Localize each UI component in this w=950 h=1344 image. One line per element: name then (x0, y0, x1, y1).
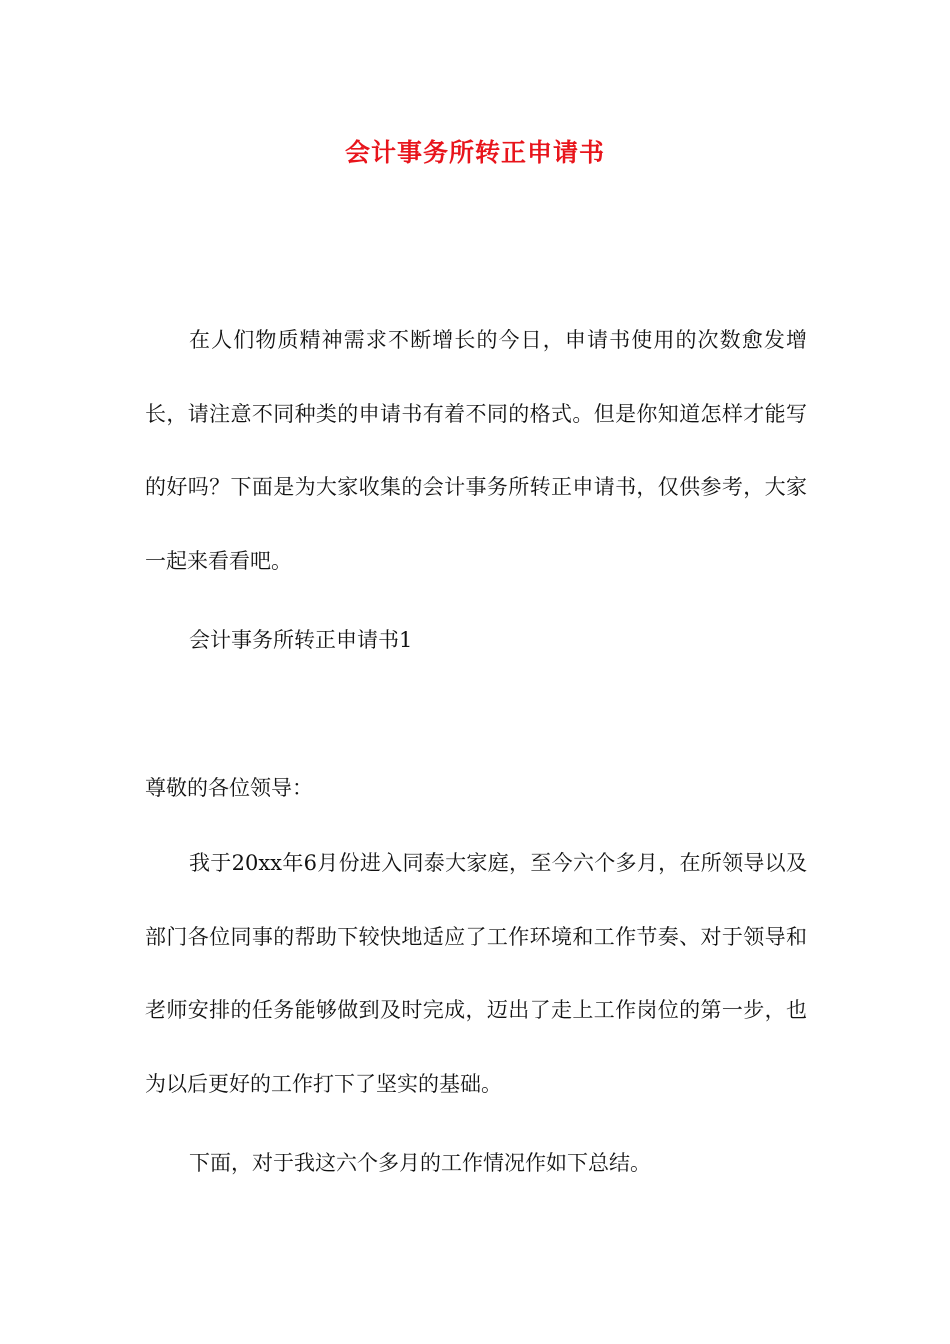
intro-paragraph: 在人们物质精神需求不断增长的今日，申请书使用的次数愈发增长，请注意不同种类的申请书有着不同的格式。但是你知道怎样才能写的好吗？下面是为大家收集的会计事务所转正申请书，仅供参考，大家一起来看看吧。 (145, 328, 807, 573)
body-paragraph-2: 下面，对于我这六个多月的工作情况作如下总结。 (189, 1151, 651, 1175)
section-heading: 会计事务所转正申请书1 (189, 628, 413, 652)
salutation: 尊敬的各位领导： (145, 776, 313, 800)
body-paragraph-1: 我于20xx年6月份进入同泰大家庭，至今六个多月，在所领导以及部门各位同事的帮助下较快地适应了工作环境和工作节奏、对于领导和老师安排的任务能够做到及时完成，迈出了走上工作岗位的第一步，也为以后更好的工作打下了坚实的基础。 (145, 851, 807, 1096)
document-title: 会计事务所转正申请书 (344, 138, 605, 167)
